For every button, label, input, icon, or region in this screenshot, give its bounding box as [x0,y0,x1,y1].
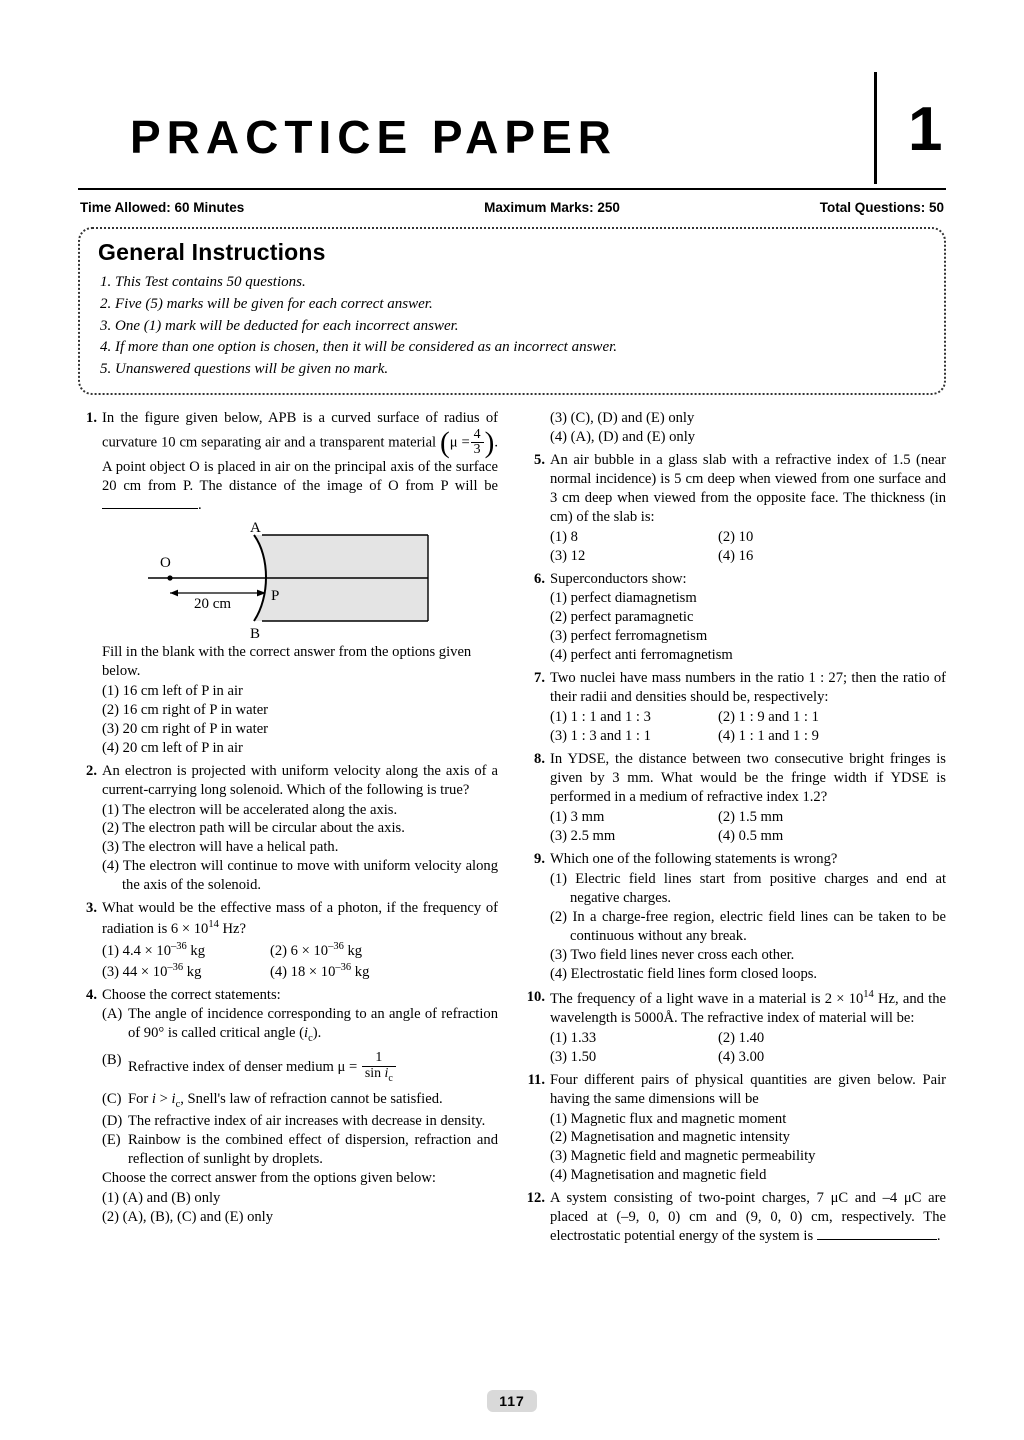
statement-label: (C) [102,1091,122,1108]
question-1-after-figure: Fill in the blank with the correct answer from the options given below. [102,643,472,679]
option[interactable]: (2) 16 cm right of P in water [102,701,269,718]
option-row [550,727,946,746]
option[interactable]: (1) (A) and (B) only [102,1189,221,1206]
statement-text: For $i > i_c$, Snell's law of refraction cannot be satisfied. [128,1091,443,1110]
question-text: Two nuclei have mass numbers in the ratio 1 : 27; then the ratio of their radii and densities should be, respectively: [550,670,946,706]
header-divider [874,72,877,184]
question-text: An electron is projected with uniform velocity along the axis of a current-carrying long solenoid. Which of the following is true? [102,762,498,798]
option[interactable]: (2) 1.40 [718,1029,765,1046]
option[interactable]: (2) The electron path will be circular about the axis. [102,820,405,837]
question-1-text-b: . A point object O is placed in air on the principal axis of the surface 20 cm from P. The distance of the image of O from P will be [102,434,498,494]
answer-blank [817,1239,937,1240]
option-row [550,1029,946,1048]
option-row [550,1048,946,1067]
option[interactable]: (1) perfect diamagnetism [550,590,697,607]
page-number: 117 [487,1390,537,1412]
svg-text:O: O [160,554,171,571]
option[interactable]: (1) 3 mm [550,809,605,826]
question-number: 11. [527,1071,545,1088]
svg-text:20 cm: 20 cm [194,595,232,612]
question-3 [78,899,498,981]
question-1-options [102,682,498,758]
option[interactable]: (2) Magnetisation and magnetic intensity [550,1129,790,1146]
mu-label: μ = [449,434,470,451]
question-8 [526,750,946,846]
fraction: $\frac{1}{\sin i_c}$ [362,1051,396,1084]
option[interactable]: (3) Two field lines never cross each other. [550,946,795,963]
instruction-line: 4. If more than one option is chosen, then it will be considered as an incorrect answer. [100,339,618,356]
question-10-text-a: The frequency of a light wave in a material is 2 × 10 [550,990,864,1007]
question-9-options [550,870,946,984]
instruction-line: 2. Five (5) marks will be given for each correct answer. [100,295,433,312]
question-text: Choose the correct statements: [102,986,281,1003]
instruction-line: 3. One (1) mark will be deducted for each incorrect answer. [100,317,459,334]
fraction [471,428,484,458]
option-row [550,708,946,727]
question-number: 2. [86,762,97,779]
question-number: 1. [86,409,97,426]
option[interactable]: (3) perfect ferromagnetism [550,628,708,645]
statement-a [102,1005,498,1046]
option[interactable]: (2) $6 \times 10^{-36}$ kg [270,941,363,959]
option[interactable]: (4) Magnetisation and magnetic field [550,1167,767,1184]
instructions-title: General Instructions [98,239,326,265]
option[interactable]: (1) 1 : 1 and 1 : 3 [550,709,651,726]
question-10 [526,988,946,1067]
question-number: 12. [526,1190,545,1207]
question-6 [526,570,946,666]
option[interactable]: (2) 1 : 9 and 1 : 1 [718,709,819,726]
option-row [550,808,946,827]
svg-text:B: B [250,625,261,639]
question-1-figure [102,521,498,639]
question-10-options [550,1029,946,1067]
question-number: 6. [534,570,545,587]
option-row [550,827,946,846]
paper-number: 1 [908,95,943,164]
question-text [102,899,498,939]
option[interactable]: (4) (A), (D) and (E) only [550,428,696,445]
option[interactable]: (3) 12 [550,547,586,564]
question-text: Four different pairs of physical quantities are given below. Pair having the same dimensions will be [550,1071,946,1107]
total-questions: Total Questions: 50 [819,200,944,215]
question-1-text-a: In the figure given below, APB is a curved surface of radius of curvature 10 cm separating air and a transparent material [102,409,498,451]
option[interactable]: (3) The electron will have a helical path. [102,839,339,856]
time-allowed: Time Allowed: 60 Minutes [80,200,245,215]
exponent: 14 [208,919,219,931]
statement-e [102,1131,498,1169]
question-text: In the figure given below, APB is a curved surface of radius of curvature 10 cm separating air and a transparent material (μ = $\frac{4}{3}$ ). A point object O is placed in air on the principal axis of the surface 20 cm from P. The distance of the image of O from P will be . [102,409,498,513]
question-text: A system consisting of two-point charges, 7 μC and –4 μC are placed at (–9, 0, 0) cm and (9, 0, 0) cm, respectively. The electrostatic potential energy of the system is . [550,1190,946,1245]
question-8-options [550,808,946,846]
option[interactable]: (4) 16 [718,547,754,564]
question-7 [526,669,946,746]
statement-label: (B) [102,1052,122,1069]
fraction-denominator: 3 [471,442,484,458]
question-text: An air bubble in a glass slab with a refractive index of 1.5 (near normal incidence) is 5 cm deep when viewed from one surface and 3 cm deep when viewed from the opposite face. The thickness (in cm) of the slab is: [550,451,946,525]
question-number: 10. [526,988,545,1005]
header-bottom-rule [78,188,946,190]
question-4-continued [526,409,946,447]
option[interactable]: (2) (A), (B), (C) and (E) only [102,1208,274,1225]
statement-text: Refractive index of denser medium μ = $\frac{1}{\sin i_c}$ [128,1051,498,1084]
option[interactable]: (4) 3.00 [718,1048,765,1065]
statement-d [102,1112,498,1131]
option[interactable]: (2) perfect paramagnetic [550,609,694,626]
statement-label: (E) [102,1131,121,1148]
option[interactable]: (4) $18 \times 10^{-36}$ kg [270,961,370,980]
question-3-options [102,940,498,982]
option[interactable]: (4) 20 cm left of P in air [102,739,243,756]
option-row [550,528,946,547]
question-number: 8. [534,751,545,768]
question-number: 7. [534,670,545,687]
question-number: 5. [534,451,545,468]
svg-text:P: P [271,587,280,604]
option[interactable]: (2) 1.5 mm [718,809,784,826]
option[interactable]: (4) The electron will continue to move with uniform velocity along the axis of the solenoid. [102,858,498,894]
general-instructions-box [78,227,946,395]
question-6-options [550,589,946,665]
svg-text:A: A [250,520,261,536]
option[interactable]: (3) 20 cm right of P in water [102,720,269,737]
question-1 [78,409,498,758]
option[interactable]: (4) 1 : 1 and 1 : 9 [718,728,819,745]
option[interactable]: (3) $44 \times 10^{-36}$ kg [102,961,202,980]
statement-label: (D) [102,1112,123,1129]
question-2-options [102,801,498,896]
question-3-text-a: What would be the effective mass of a photon, if the frequency of radiation is 6 × 10 [102,900,498,938]
maximum-marks: Maximum Marks: 250 [484,200,620,215]
question-5 [526,451,946,566]
question-text: Which one of the following statements is wrong? [550,851,838,868]
question-12 [526,1189,946,1246]
exam-meta [78,200,946,215]
question-number: 4. [86,986,97,1003]
question-4-options [102,1189,498,1227]
option-row [102,940,498,961]
statement-text: Rainbow is the combined effect of dispersion, refraction and reflection of sunlight by droplets. [128,1131,498,1167]
option[interactable]: (3) 2.5 mm [550,828,616,845]
option[interactable]: (1) 8 [550,528,578,545]
question-text [550,988,946,1028]
statement-label: (A) [102,1005,123,1022]
option[interactable]: (1) 16 cm left of P in air [102,682,243,699]
option[interactable]: (1) Electric field lines start from positive charges and end at negative charges. [550,871,946,906]
option[interactable]: (2) In a charge-free region, electric field lines can be taken to be continuous without any break. [550,908,946,944]
statement-c [102,1090,498,1112]
question-3-text-b: Hz? [218,921,246,938]
question-7-options [550,708,946,746]
question-11-options [550,1110,946,1186]
page-header [78,72,946,184]
paren-close: ) [484,426,495,459]
page-footer [0,1390,1024,1412]
option[interactable]: (3) 1 : 3 and 1 : 1 [550,728,651,745]
statement-b [102,1051,498,1084]
option[interactable]: (1) The electron will be accelerated along the axis. [102,801,398,818]
right-column [512,405,946,1247]
question-number: 9. [534,851,545,868]
option[interactable]: (4) Electrostatic field lines form closed loops. [550,965,818,982]
option-row [550,547,946,566]
option[interactable]: (4) 0.5 mm [718,828,784,845]
option[interactable]: (3) Magnetic field and magnetic permeability [550,1148,816,1165]
question-11 [526,1071,946,1186]
left-column [78,405,512,1247]
option[interactable]: (2) 10 [718,528,754,545]
option[interactable]: (3) (C), (D) and (E) only [550,409,695,426]
statement-text: The refractive index of air increases with decrease in density. [128,1112,486,1129]
question-5-options [550,528,946,566]
question-text: In YDSE, the distance between two consecutive bright fringes is given by 3 mm. What would be the fringe width if YDSE is performed in a medium of refractive index 1.2? [550,751,946,806]
option[interactable]: (1) 1.33 [550,1029,597,1046]
question-2 [78,762,498,896]
question-4-choose: Choose the correct answer from the options given below: [102,1169,436,1186]
option-row [102,961,498,982]
instruction-line: 5. Unanswered questions will be given no mark. [100,361,389,377]
statement-text: The angle of incidence corresponding to an angle of refraction of 90° is called critical angle $(i_c)$. [128,1005,498,1044]
option[interactable]: (1) $4.4 \times 10^{-36}$ kg [102,941,206,959]
question-10-text-b: Hz, and the wavelength is 5000Å. The refractive index of material will be: [550,990,947,1026]
refraction-diagram [138,521,458,639]
questions-columns [78,405,946,1247]
question-text: Superconductors show: [550,570,687,587]
question-9 [526,850,946,984]
answer-blank [102,508,198,509]
option[interactable]: (1) Magnetic flux and magnetic moment [550,1110,787,1127]
exponent: 14 [863,988,874,1000]
page-title: PRACTICE PAPER [130,111,617,163]
question-number: 3. [86,900,97,917]
option[interactable]: (4) perfect anti ferromagnetism [550,647,733,664]
option[interactable]: (3) 1.50 [550,1048,597,1065]
paren-open: ( [440,426,450,459]
instruction-line: 1. This Test contains 50 questions. [100,274,306,290]
question-4 [78,986,498,1227]
fraction-numerator: 4 [473,426,481,442]
